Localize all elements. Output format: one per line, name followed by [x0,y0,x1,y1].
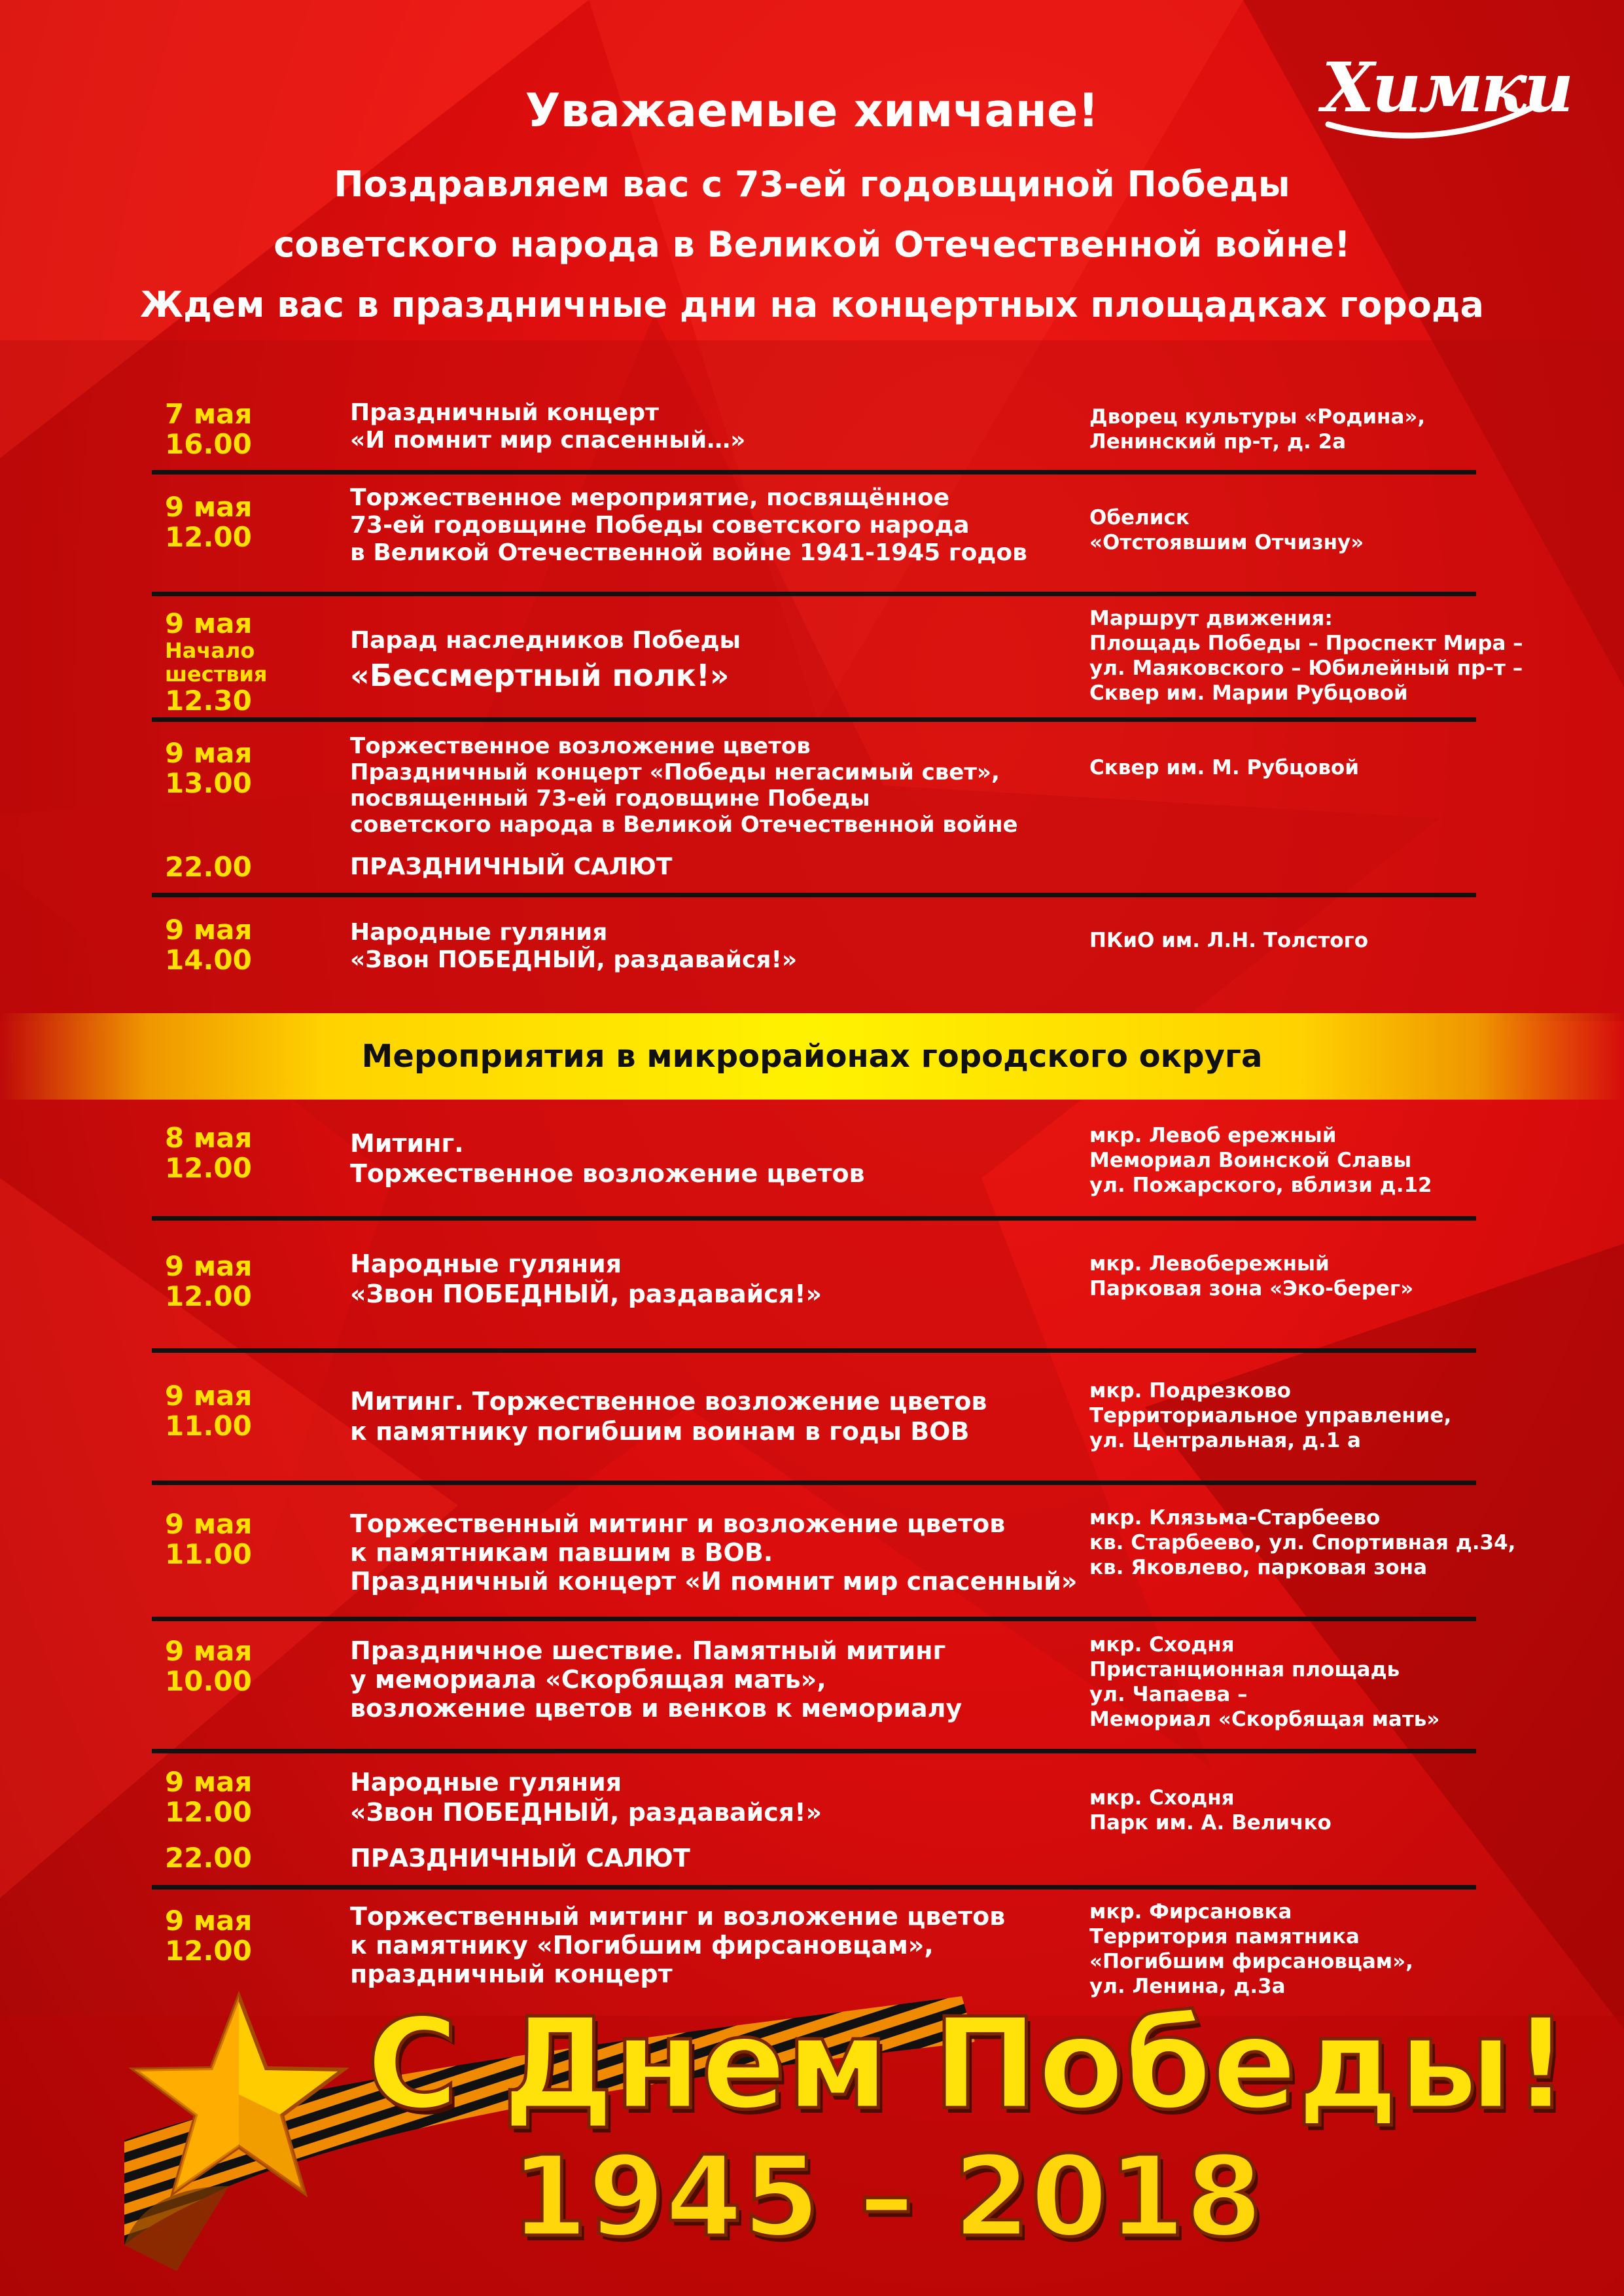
district-heading-band: Мероприятия в микрорайонах городского округа [0,1013,1624,1100]
event-description: Праздничное шествие. Памятный митинг у мемориала «Скорбящая мать», возложение цветов и венков к мемориалу [350,1636,962,1723]
header-lines [0,154,1624,335]
header-line: Поздравляем вас с 73-ей годовщиной Победы [334,164,1290,205]
event-extra-time: 22.00 [165,851,252,883]
event-date: 9 мая 12.00 [165,491,253,553]
header-line: советского народа в Великой Отечественной войне! [274,224,1350,265]
divider [152,1216,1476,1221]
event-date: 9 мая 11.00 [165,1380,253,1442]
header-line: Ждем вас в праздничные дни на концертных площадках города [140,284,1484,325]
event-description: Народные гуляния «Звон ПОБЕДНЫЙ, раздавайся!» [350,1768,822,1827]
event-location: мкр. Фирсановка Территория памятника «Погибшим фирсановцам», ул. Ленина, д.3а [1089,1900,1413,1998]
divider [152,1480,1476,1485]
event-location: Дворец культуры «Родина», Ленинский пр-т, д. 2а [1089,405,1426,454]
event-location: ПКиО им. Л.Н. Толстого [1089,929,1369,952]
event-location: мкр. Левобережный Парковая зона «Эко-берег» [1089,1252,1414,1300]
date-day: 7 мая [165,398,253,430]
event-highlight: «Бессмертный полк!» [350,658,730,693]
event-date: 9 мая Начало шествия 12.30 [165,607,268,717]
event-date: 8 мая 12.00 [165,1122,253,1184]
event-description: Народные гуляния «Звон ПОБЕДНЫЙ, раздавайся!» [350,1249,822,1308]
date-time: 16.00 [165,428,252,460]
event-location: мкр. Клязьма-Старбеево кв. Старбеево, ул. Спортивная д.34, кв. Яковлево, парковая зона [1089,1506,1516,1579]
event-description: Торжественное мероприятие, посвящённое 73-ей годовщине Победы советского народа в Великой Отечественной войне 1941-1945 годов [350,484,1027,566]
event-extra-time: 22.00 [165,1842,252,1874]
event-location: мкр. Левоб ережный Мемориал Воинской Славы ул. Пожарского, вблизи д.12 [1089,1124,1432,1197]
event-description: Парад наследников Победы [350,627,741,654]
event-date: 9 мая 11.00 [165,1508,253,1570]
event-description: Митинг. Торжественное возложение цветов к памятнику погибшим воинам в годы ВОВ [350,1387,987,1446]
red-star-icon [128,1990,350,2206]
footer-years: 1945 – 2018 [510,2132,1263,2262]
divider [152,893,1476,897]
event-location: Сквер им. М. Рубцовой [1089,756,1359,780]
event-description: Народные гуляния «Звон ПОБЕДНЫЙ, раздавайся!» [350,919,798,973]
event-description: Торжественный митинг и возложение цветов к памятникам павшим в ВОВ. Праздничный концерт «И помнит мир спасенный» [350,1509,1078,1596]
divider [152,717,1476,722]
event-date: 9 мая 12.00 [165,1250,253,1312]
header-greeting: Уважаемые химчане! [525,84,1099,137]
svg-text:Химки: Химки [1322,47,1572,128]
event-location: мкр. Сходня Парк им. А. Величко [1089,1786,1332,1835]
event-extra-label: ПРАЗДНИЧНЫЙ САЛЮТ [350,1844,690,1873]
event-location: мкр. Подрезково Территориальное управление, ул. Центральная, д.1 а [1089,1379,1452,1452]
divider [152,1348,1476,1353]
event-date: 9 мая 10.00 [165,1635,253,1697]
event-description: Торжественный митинг и возложение цветов к памятнику «Погибшим фирсановцам», праздничный концерт [350,1902,1006,1988]
event-extra-label: ПРАЗДНИЧНЫЙ САЛЮТ [350,853,673,880]
event-description: Митинг. Торжественное возложение цветов [350,1129,865,1188]
event-date: 9 мая 14.00 [165,914,253,976]
event-description: Праздничный концерт «И помнит мир спасенный…» [350,399,746,454]
divider [152,470,1476,475]
event-date: 9 мая 12.00 [165,1766,253,1828]
event-date: 9 мая 12.00 [165,1905,253,1967]
divider [152,1885,1476,1890]
divider [152,1749,1476,1753]
event-location: Обелиск «Отстоявшим Отчизну» [1089,506,1364,554]
event-date: 9 мая 13.00 [165,737,253,799]
divider [152,1617,1476,1621]
event-location: мкр. Сходня Пристанционная площадь ул. Чапаева – Мемориал «Скорбящая мать» [1089,1633,1440,1731]
event-description: Торжественное возложение цветов Праздничный концерт «Победы негасимый свет», посвященный 73-ей годовщине Победы советского народа в Великой Отечественной войне [350,733,1018,838]
footer-greeting: С Днем Победы! [366,1992,1570,2138]
event-location: Маршрут движения: Площадь Победы – Проспект Мира – ул. Маяковского – Юбилейный пр-т – Сквер им. Марии Рубцовой [1089,607,1523,705]
event-date [165,399,253,459]
divider [152,592,1476,596]
